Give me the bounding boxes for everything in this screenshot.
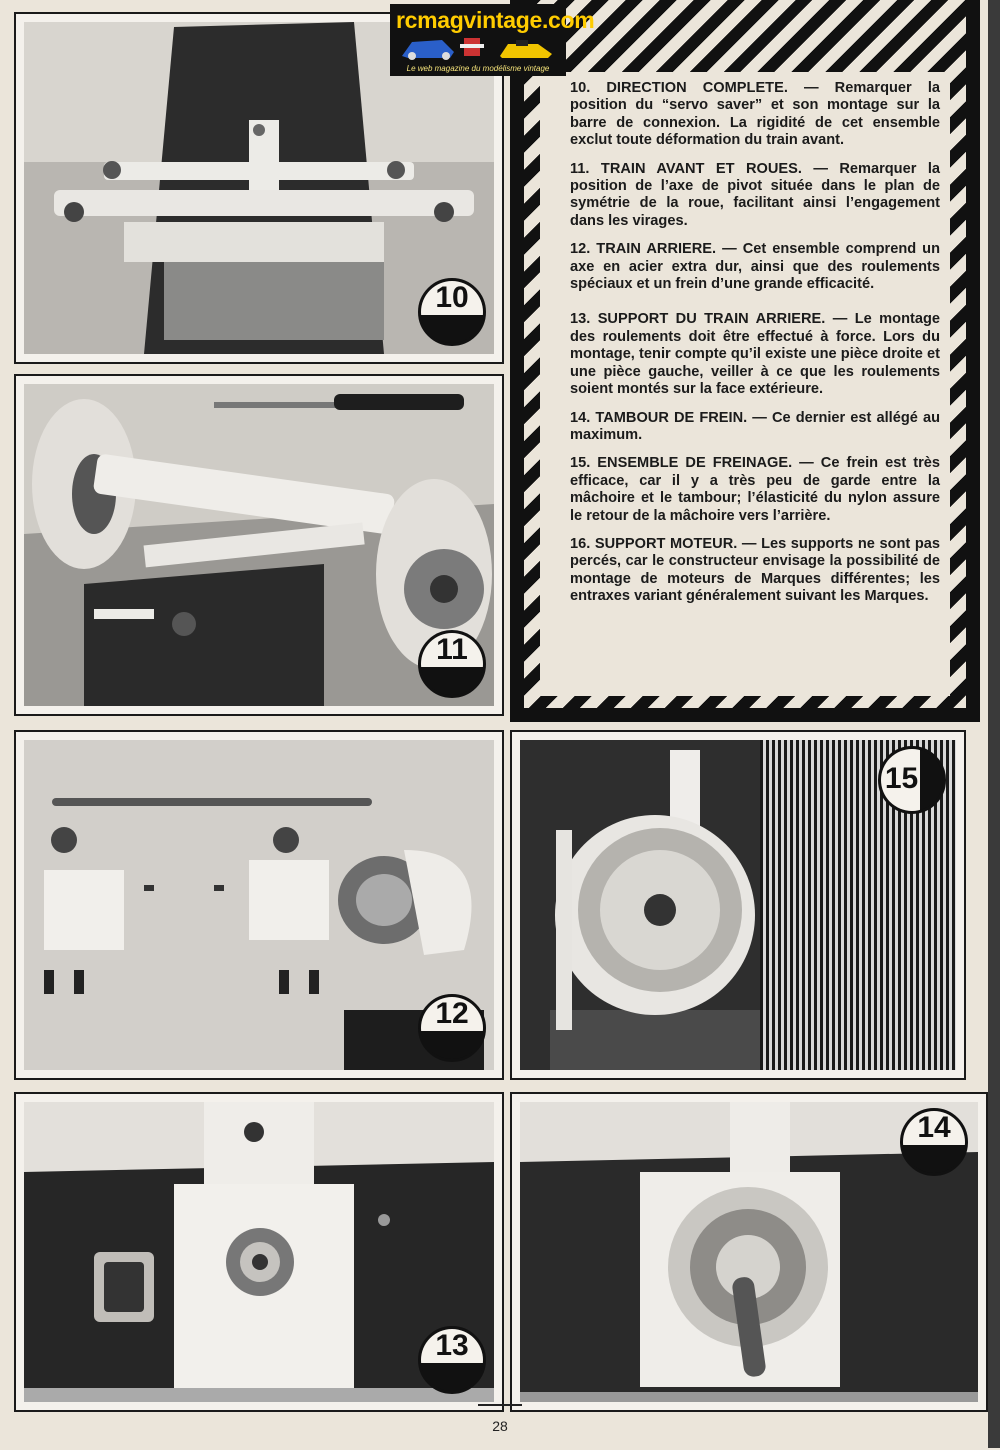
page-number: 28	[492, 1418, 508, 1434]
figure-number-15	[878, 746, 946, 814]
paragraph-15: 15. ENSEMBLE DE FREINAGE. — Ce frein est très efficace, car il y a très peu de garde entre la mâchoire et le tambour; l’élasticité du nylon assure le retour de la mâchoire vers l’arrière.	[570, 455, 940, 524]
rc-car-icon	[398, 34, 558, 60]
figure-number-label: 10	[435, 281, 469, 315]
site-logo-tagline: Le web magazine du modélisme vintage	[406, 64, 550, 73]
figure-number-14	[900, 1108, 968, 1176]
photo-train-arriere	[14, 730, 504, 1080]
paragraph-16: 16. SUPPORT MOTEUR. — Les supports ne sont pas percés, car le constructeur envisage la possibilité de montage de moteurs de Marques différentes; les entraxes variant généralement suivant les Marques.	[570, 535, 940, 605]
figure-number-11	[418, 630, 486, 698]
paragraph-11: 11. TRAIN AVANT ET ROUES. — Remarquer la position de l’axe de pivot située dans le plan de symétrie de la roue, facilitant ainsi l’engagement dans les virages.	[570, 160, 940, 229]
figure-number-12	[418, 994, 486, 1062]
text-panel-hazard-frame	[510, 0, 980, 722]
photo-train-avant-roues	[14, 374, 504, 716]
photo-ensemble-freinage	[510, 730, 966, 1080]
site-logo[interactable]	[390, 4, 595, 76]
figure-number-label: 14	[917, 1111, 951, 1145]
figure-number-10	[418, 278, 486, 346]
photo-tambour-frein	[510, 1092, 988, 1412]
figure-number-label: 12	[435, 997, 469, 1031]
page-binding-edge	[988, 0, 1000, 1448]
paragraph-12: 12. TRAIN ARRIERE. — Cet ensemble comprend un axe en acier extra dur, ainsi que des roulements spéciaux et un frein d’une grande efficacité.	[570, 241, 940, 293]
text-column	[570, 80, 940, 617]
paragraph-13: 13. SUPPORT DU TRAIN ARRIERE. — Le montage des roulements doit être effectué à force. Lors du montage, tenir compte qu’il existe une pièce droite et une pièce gauche, veiller à ce que les roulements soient montés sur la face extérieure.	[570, 311, 940, 398]
text-panel-inner	[540, 72, 950, 696]
figure-number-label: 11	[436, 633, 468, 667]
photo-support-train-arriere	[14, 1092, 504, 1412]
paragraph-14: 14. TAMBOUR DE FREIN. — Ce dernier est allégé au maximum.	[570, 409, 940, 443]
figure-number-label: 13	[435, 1329, 469, 1363]
figure-number-13	[418, 1326, 486, 1394]
paragraph-10: 10. DIRECTION COMPLETE. — Remarquer la position du “servo saver” et son montage sur la barre de connexion. La rigidité de cet ensemble exclut toute déformation du train avant.	[570, 80, 940, 149]
figure-number-label: 15	[884, 762, 919, 795]
site-logo-name: rcmagvintage.com	[396, 7, 595, 33]
